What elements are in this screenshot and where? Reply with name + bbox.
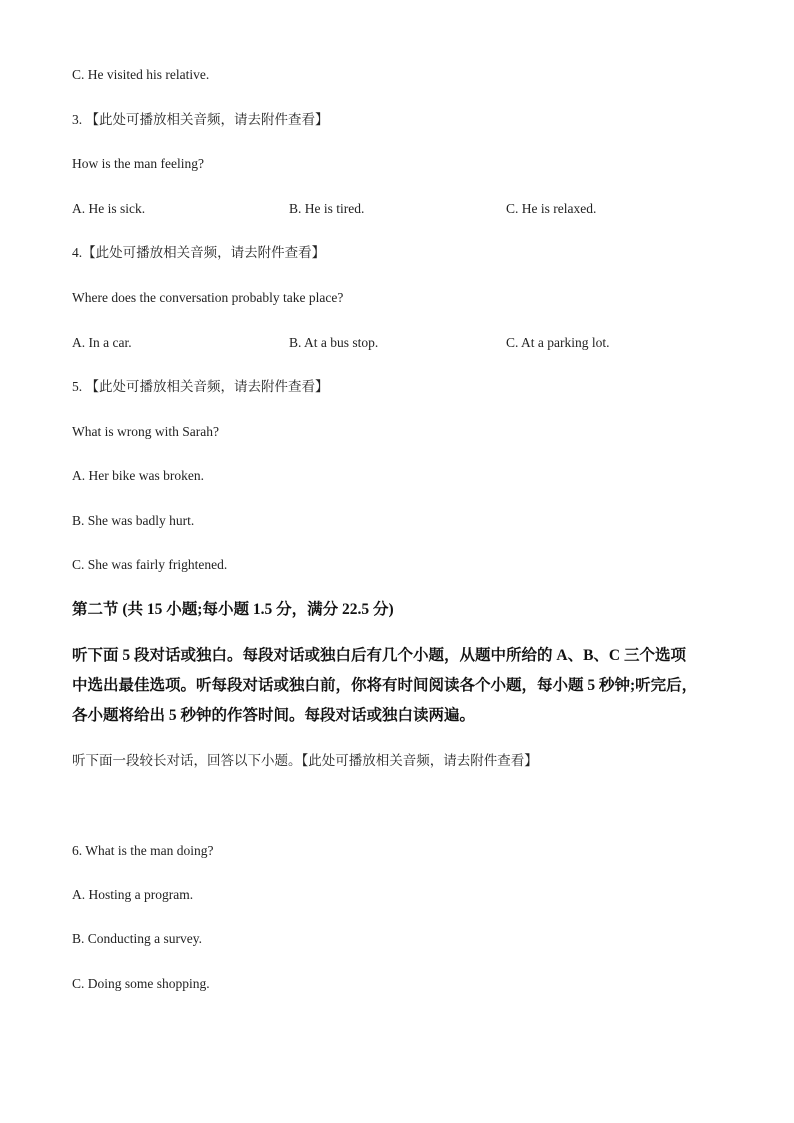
q5-option-c: C. She was fairly frightened.: [72, 557, 228, 572]
q5-question: What is wrong with Sarah?: [72, 424, 219, 439]
q4-options: [72, 334, 732, 352]
q5-option-b: B. She was badly hurt.: [72, 513, 195, 528]
q6-question: 6. What is the man doing?: [72, 843, 214, 858]
q2-option-c: C. He visited his relative.: [72, 67, 210, 82]
section2-instruction-line-2: 中选出最佳选项。听每段对话或独白前，你将有时间阅读各个小题，每小题 5 秒钟;听完后，: [72, 677, 698, 694]
q5-option-a: A. Her bike was broken.: [72, 468, 204, 483]
q4-header: 4.【此处可播放相关音频，请去附件查看】: [72, 245, 326, 260]
q5-header: 5. 【此处可播放相关音频，请去附件查看】: [72, 379, 329, 394]
q3-question: How is the man feeling?: [72, 156, 204, 171]
q6-option-b: B. Conducting a survey.: [72, 931, 202, 946]
q3-option-b: B. He is tired.: [289, 201, 365, 216]
q3-header: 3. 【此处可播放相关音频，请去附件查看】: [72, 112, 329, 127]
q3-option-a: A. He is sick.: [72, 201, 146, 216]
section2-instruction-line-1: 听下面 5 段对话或独白。每段对话或独白后有几个小题，从题中所给的 A、B、C 三个选项: [72, 647, 686, 664]
q3-options: [72, 200, 732, 218]
section2-instruction-line-3: 各小题将给出 5 秒钟的作答时间。每段对话或独白读两遍。: [72, 707, 476, 724]
q6-option-a: A. Hosting a program.: [72, 887, 194, 902]
q3-option-c: C. He is relaxed.: [506, 201, 597, 216]
q4-option-c: C. At a parking lot.: [506, 335, 610, 350]
q4-option-b: B. At a bus stop.: [289, 335, 379, 350]
q4-question: Where does the conversation probably take place?: [72, 290, 344, 305]
dialogue-intro: 听下面一段较长对话，回答以下小题。【此处可播放相关音频，请去附件查看】: [72, 753, 538, 768]
q6-option-c: C. Doing some shopping.: [72, 976, 210, 991]
section2-title: 第二节 (共 15 小题;每小题 1.5 分，满分 22.5 分): [72, 601, 394, 618]
q4-option-a: A. In a car.: [72, 335, 132, 350]
